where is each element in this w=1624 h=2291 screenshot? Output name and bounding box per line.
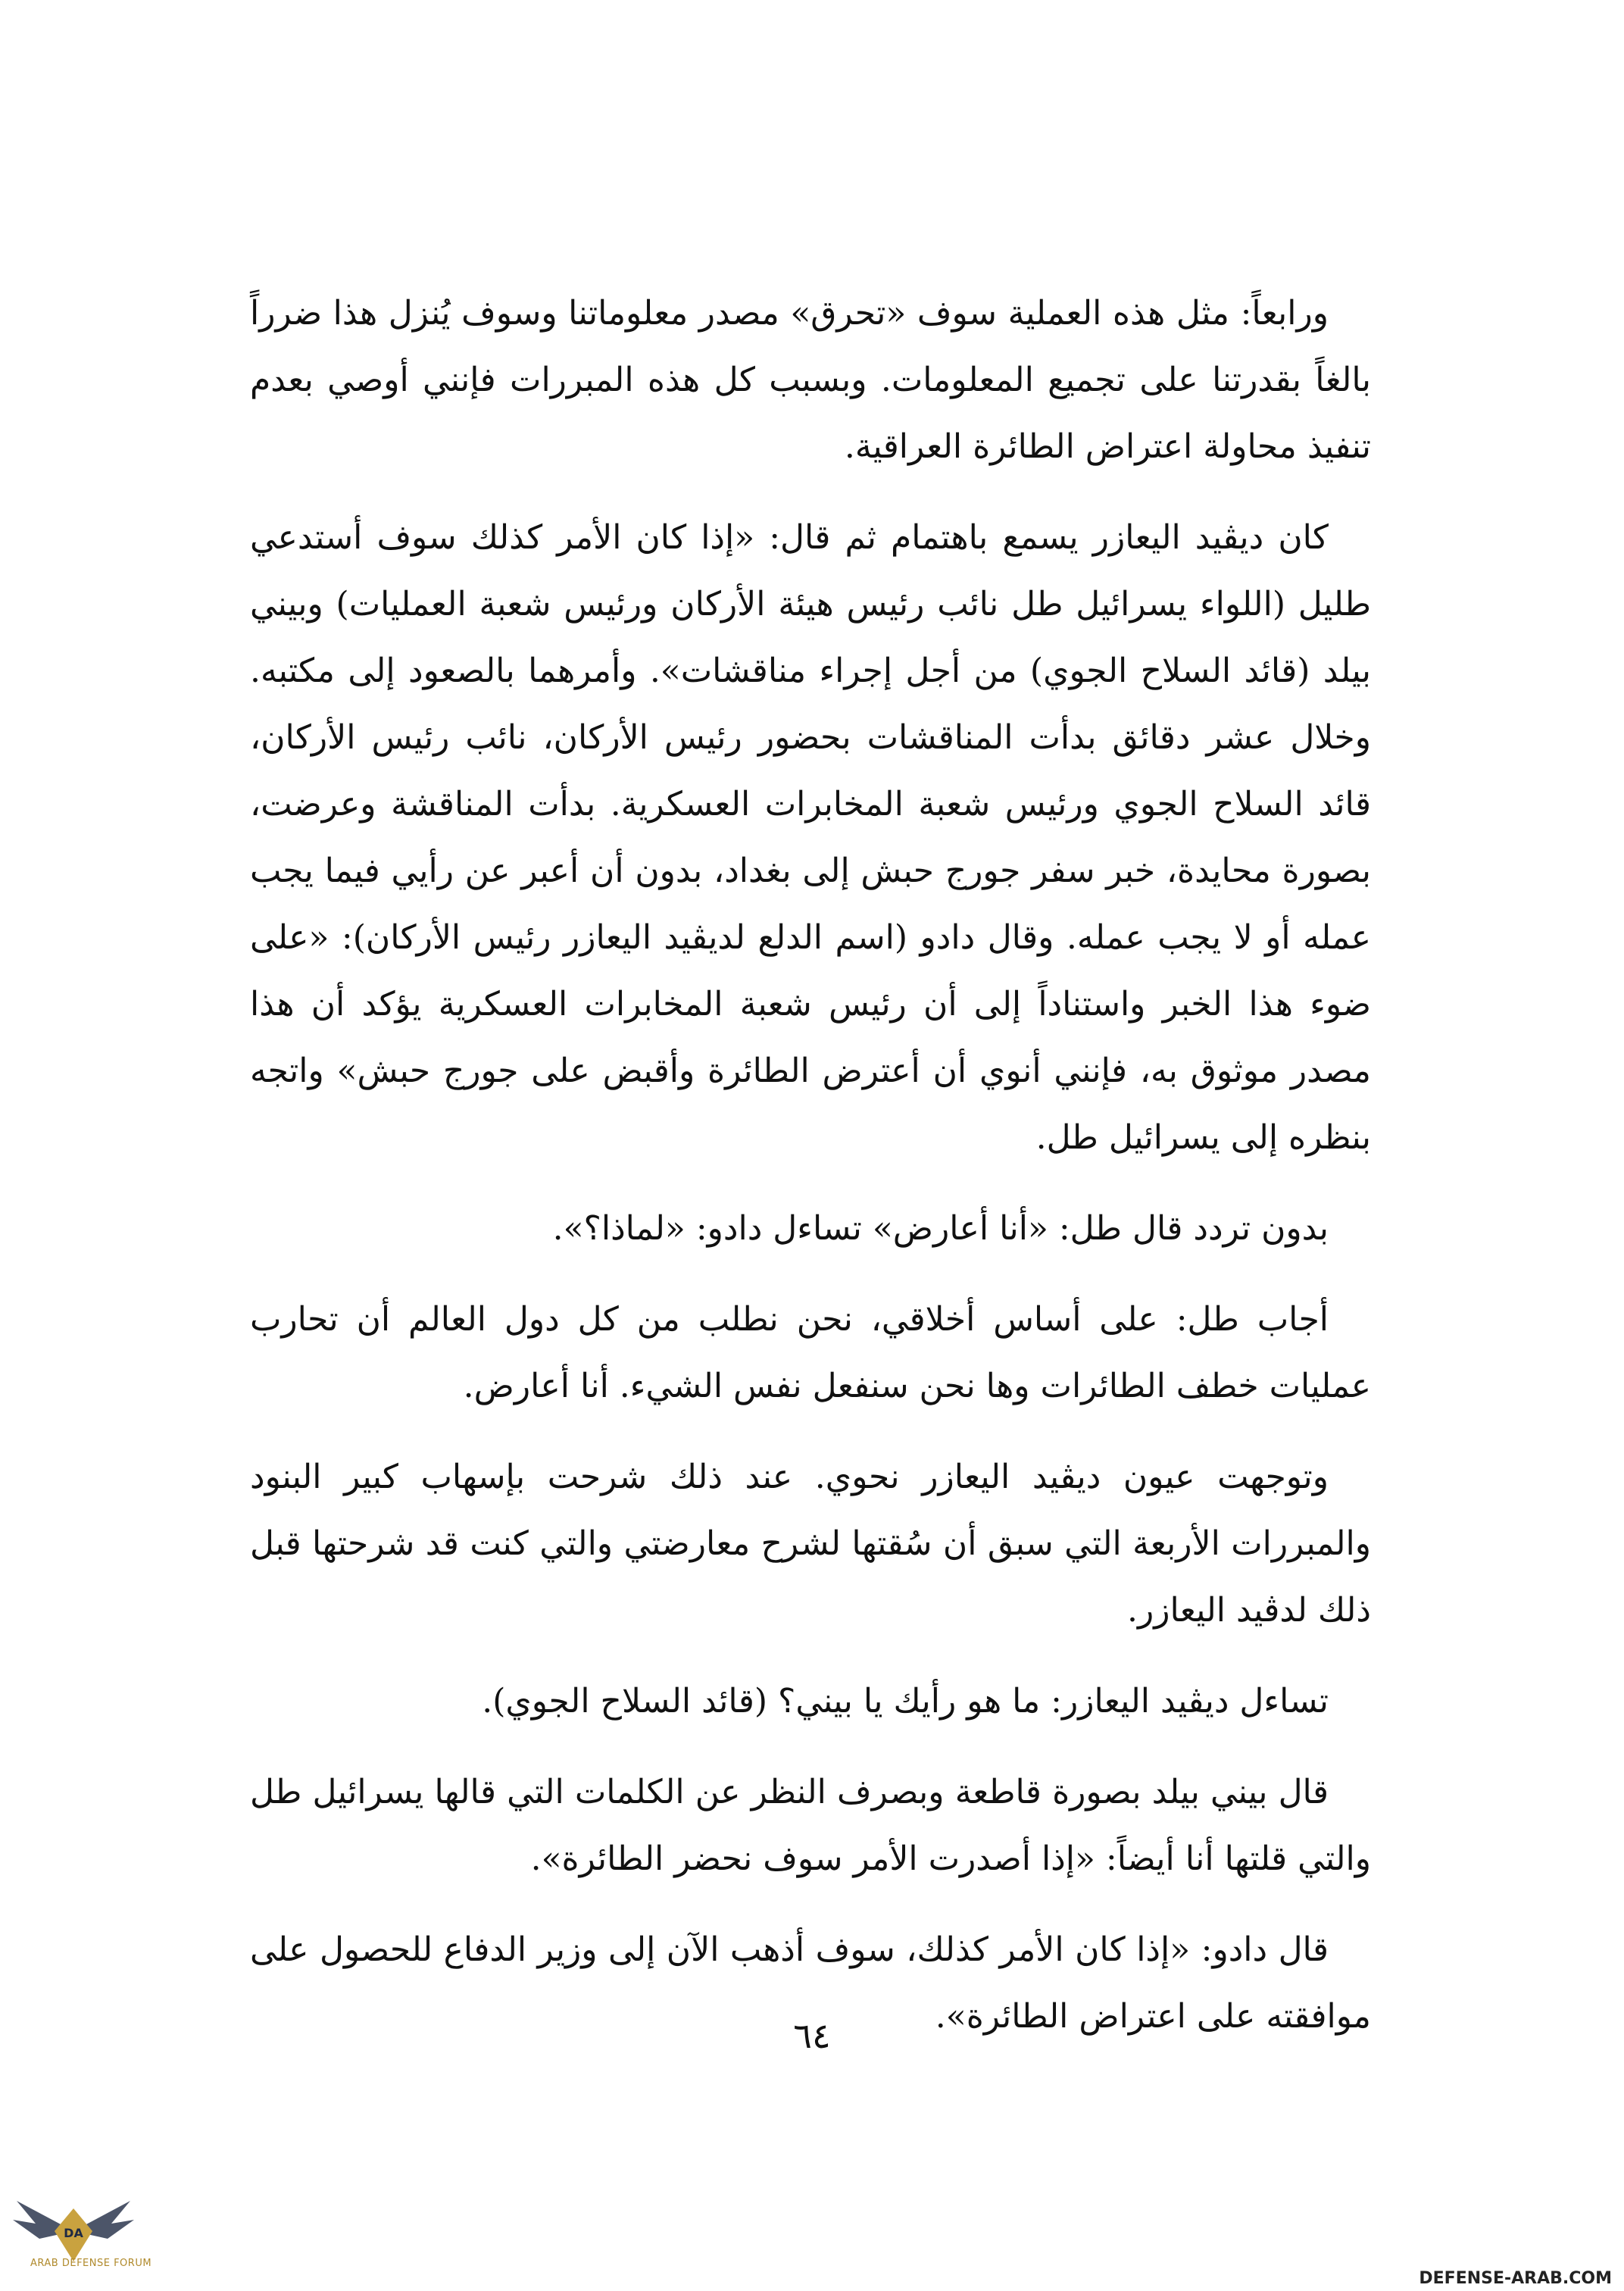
paragraph-4: أجاب طل: على أساس أخلاقي، نحن نطلب من كل دول العالم أن تحارب عمليات خطف الطائرات وها نحن سنفعل نفس الشيء. أنا أعارض. [250,1300,1371,1405]
watermark-site: DEFENSE-ARAB.COM [1419,2269,1612,2288]
paragraph-7: قال بيني بيلد بصورة قاطعة وبصرف النظر عن الكلمات التي قالها يسرائيل طل والتي قلتها أنا أيضاً: «إذا أصدرت الأمر سوف نحضر الطائرة». [250,1773,1371,1878]
paragraph-3: بدون تردد قال طل: «أنا أعارض» تساءل دادو: «لماذا؟». [552,1209,1329,1248]
page-body [250,280,1371,2074]
svg-text:DA: DA [64,2226,83,2240]
page-number: ٦٤ [793,2015,831,2056]
paragraph-6: تساءل ديڤيد اليعازر: ما هو رأيك يا بيني؟ (قائد السلاح الجوي). [482,1682,1329,1721]
paragraph-5: وتوجهت عيون ديڤيد اليعازر نحوي. عند ذلك شرحت بإسهاب كبير البنود والمبررات الأربعة التي سبق أن سُقتها لشرح معارضتي والتي كنت قد شرحتها قبل ذلك لدڤيد اليعازر. [250,1458,1371,1630]
paragraph-8: قال دادو: «إذا كان الأمر كذلك، سوف أذهب الآن إلى وزير الدفاع للحصول على موافقته على اعتراض الطائرة». [250,1930,1371,2036]
forum-logo-text: ARAB DEFENSE FORUM [30,2258,152,2269]
paragraph-2: كان ديڤيد اليعازر يسمع باهتمام ثم قال: «إذا كان الأمر كذلك سوف أستدعي طليل (اللواء يسرائيل طل نائب رئيس هيئة الأركان ورئيس شعبة العمليات) وبيني بيلد (قائد السلاح الجوي) من أجل إجراء مناقشات». وأمرهما بالصعود إلى مكتبه. وخلال عشر دقائق بدأت المناقشات بحضور رئيس الأركان، نائب رئيس الأركان، قائد السلاح الجوي ورئيس شعبة المخابرات العسكرية. بدأت المناقشة وعرضت، بصورة محايدة، خبر سفر جورج حبش إلى بغداد، بدون أن أعبر عن رأيي فيما يجب عمله أو لا يجب عمله. وقال دادو (اسم الدلع لديڤيد اليعازر رئيس الأركان): «على ضوء هذا الخبر واستناداً إلى أن رئيس شعبة المخابرات العسكرية يؤكد أن هذا مصدر موثوق به، فإنني أنوي أن أعترض الطائرة وأقبض على جورج حبش» واتجه بنظره إلى يسرائيل طل. [250,518,1371,1157]
paragraph-1: ورابعاً: مثل هذه العملية سوف «تحرق» مصدر معلوماتنا وسوف يُنزل هذا ضرراً بالغاً بقدرتنا على تجميع المعلومات. وبسبب كل هذه المبررات فإنني أوصي بعدم تنفيذ محاولة اعتراض الطائرة العراقية. [250,294,1371,466]
